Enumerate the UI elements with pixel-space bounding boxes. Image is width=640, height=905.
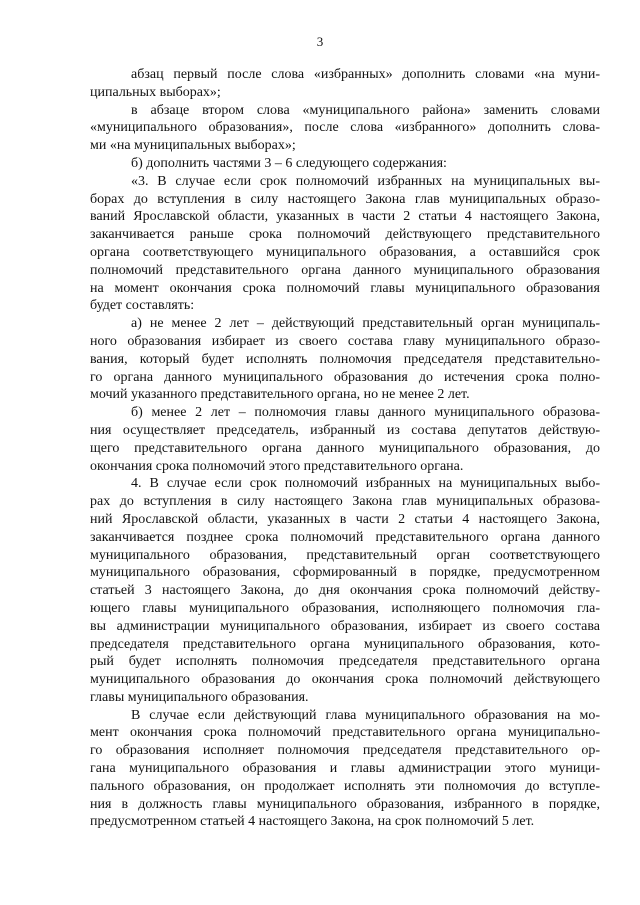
text-line: 4. В случае если срок полномочий избранных на муниципальных выбо- [131, 476, 600, 492]
paragraph [90, 707, 600, 832]
text-line: ния осуществляет председатель, избранный из состава депутатов действую- [90, 422, 600, 438]
text-line: рый будет исполнять полномочия председателя представительного органа [90, 654, 600, 670]
text-line: «3. В случае если срок полномочий избранных на муниципальных вы- [131, 173, 600, 189]
text-line: полномочий представительного органа данного муниципального образования [90, 262, 600, 278]
text-line: муниципального образования, представительный орган соответствующего [90, 547, 600, 563]
text-line: мочий указанного представительного органа, но не менее 2 лет. [90, 387, 470, 403]
text-line: пального образования, он продолжает исполнять эти полномочия до вступле- [90, 778, 600, 794]
text-line: муниципального образования, сформированный в порядке, предусмотренном [90, 565, 600, 581]
text-line: ного образования избирает из своего состава главу муниципального образо- [90, 333, 600, 349]
text-line: в абзаце втором слова «муниципального района» заменить словами [131, 102, 600, 118]
paragraph [90, 155, 600, 173]
text-line: В случае если действующий глава муниципального образования на мо- [131, 707, 600, 723]
text-line: а) не менее 2 лет – действующий представительный орган муниципаль- [131, 316, 600, 332]
paragraph [90, 315, 600, 404]
text-line: «муниципального образования», после слова «избранного» дополнить слова- [90, 120, 600, 136]
page-number: 3 [316, 34, 324, 49]
document-body [90, 66, 600, 831]
text-line: будет составлять: [90, 298, 195, 314]
text-line: борах до вступления в силу настоящего Закона глав муниципальных образо- [90, 191, 600, 207]
text-line: го органа данного муниципального образования до истечения срока полно- [90, 369, 600, 385]
paragraph [90, 66, 600, 102]
paragraph [90, 173, 600, 315]
text-line: ния в должность главы муниципального образования, избранного в порядке, [90, 796, 600, 812]
text-line: ми «на муниципальных выборах»; [90, 138, 296, 154]
text-line: главы муниципального образования. [90, 689, 309, 705]
text-line: органа соответствующего муниципального образования, а оставшийся срок [90, 244, 600, 260]
text-line: б) менее 2 лет – полномочия главы данного муниципального образова- [131, 405, 600, 421]
text-line: гана муниципального образования и главы администрации этого муници- [90, 761, 600, 777]
paragraph [90, 102, 600, 155]
text-line: рах до вступления в силу настоящего Закона глав муниципальных образова- [90, 494, 600, 510]
text-line: вы администрации муниципального образования, избирает из своего состава [90, 618, 600, 634]
text-line: предусмотренном статьей 4 настоящего Закона, на срок полномочий 5 лет. [90, 814, 535, 830]
text-line: го образования исполняет полномочия председателя представительного ор- [90, 743, 600, 759]
text-line: заканчивается позднее срока полномочий представительного органа данного [90, 529, 600, 545]
text-line: заканчивается раньше срока полномочий действующего представительного [90, 227, 600, 243]
text-line: на момент окончания срока полномочий главы муниципального образования [90, 280, 600, 296]
text-line: ципальных выборах»; [90, 84, 221, 100]
text-line: ющего главы муниципального образования, исполняющего полномочия гла- [90, 600, 600, 616]
text-line: щего представительного органа данного муниципального образования, до [90, 440, 600, 456]
paragraph [90, 404, 600, 475]
text-line: мент окончания срока полномочий представительного органа муниципально- [90, 725, 600, 741]
text-line: ваний Ярославской области, указанных в части 2 статьи 4 настоящего Закона, [90, 209, 600, 225]
text-line: абзац первый после слова «избранных» дополнить словами «на муни- [131, 67, 600, 82]
text-line: окончания срока полномочий этого представительного органа. [90, 458, 464, 474]
text-line: вания, который будет исполнять полномочия председателя представительно- [90, 351, 600, 367]
text-line: статьей 3 настоящего Закона, до дня окончания срока полномочий действу- [90, 583, 600, 599]
paragraph [90, 475, 600, 706]
text-line: б) дополнить частями 3 – 6 следующего содержания: [131, 155, 447, 171]
text-line: муниципального образования до окончания срока полномочий действующего [90, 672, 600, 688]
text-line: ний Ярославской области, указанных в части 2 статьи 4 настоящего Закона, [90, 511, 600, 527]
text-line: председателя представительного органа муниципального образования, кото- [90, 636, 600, 652]
